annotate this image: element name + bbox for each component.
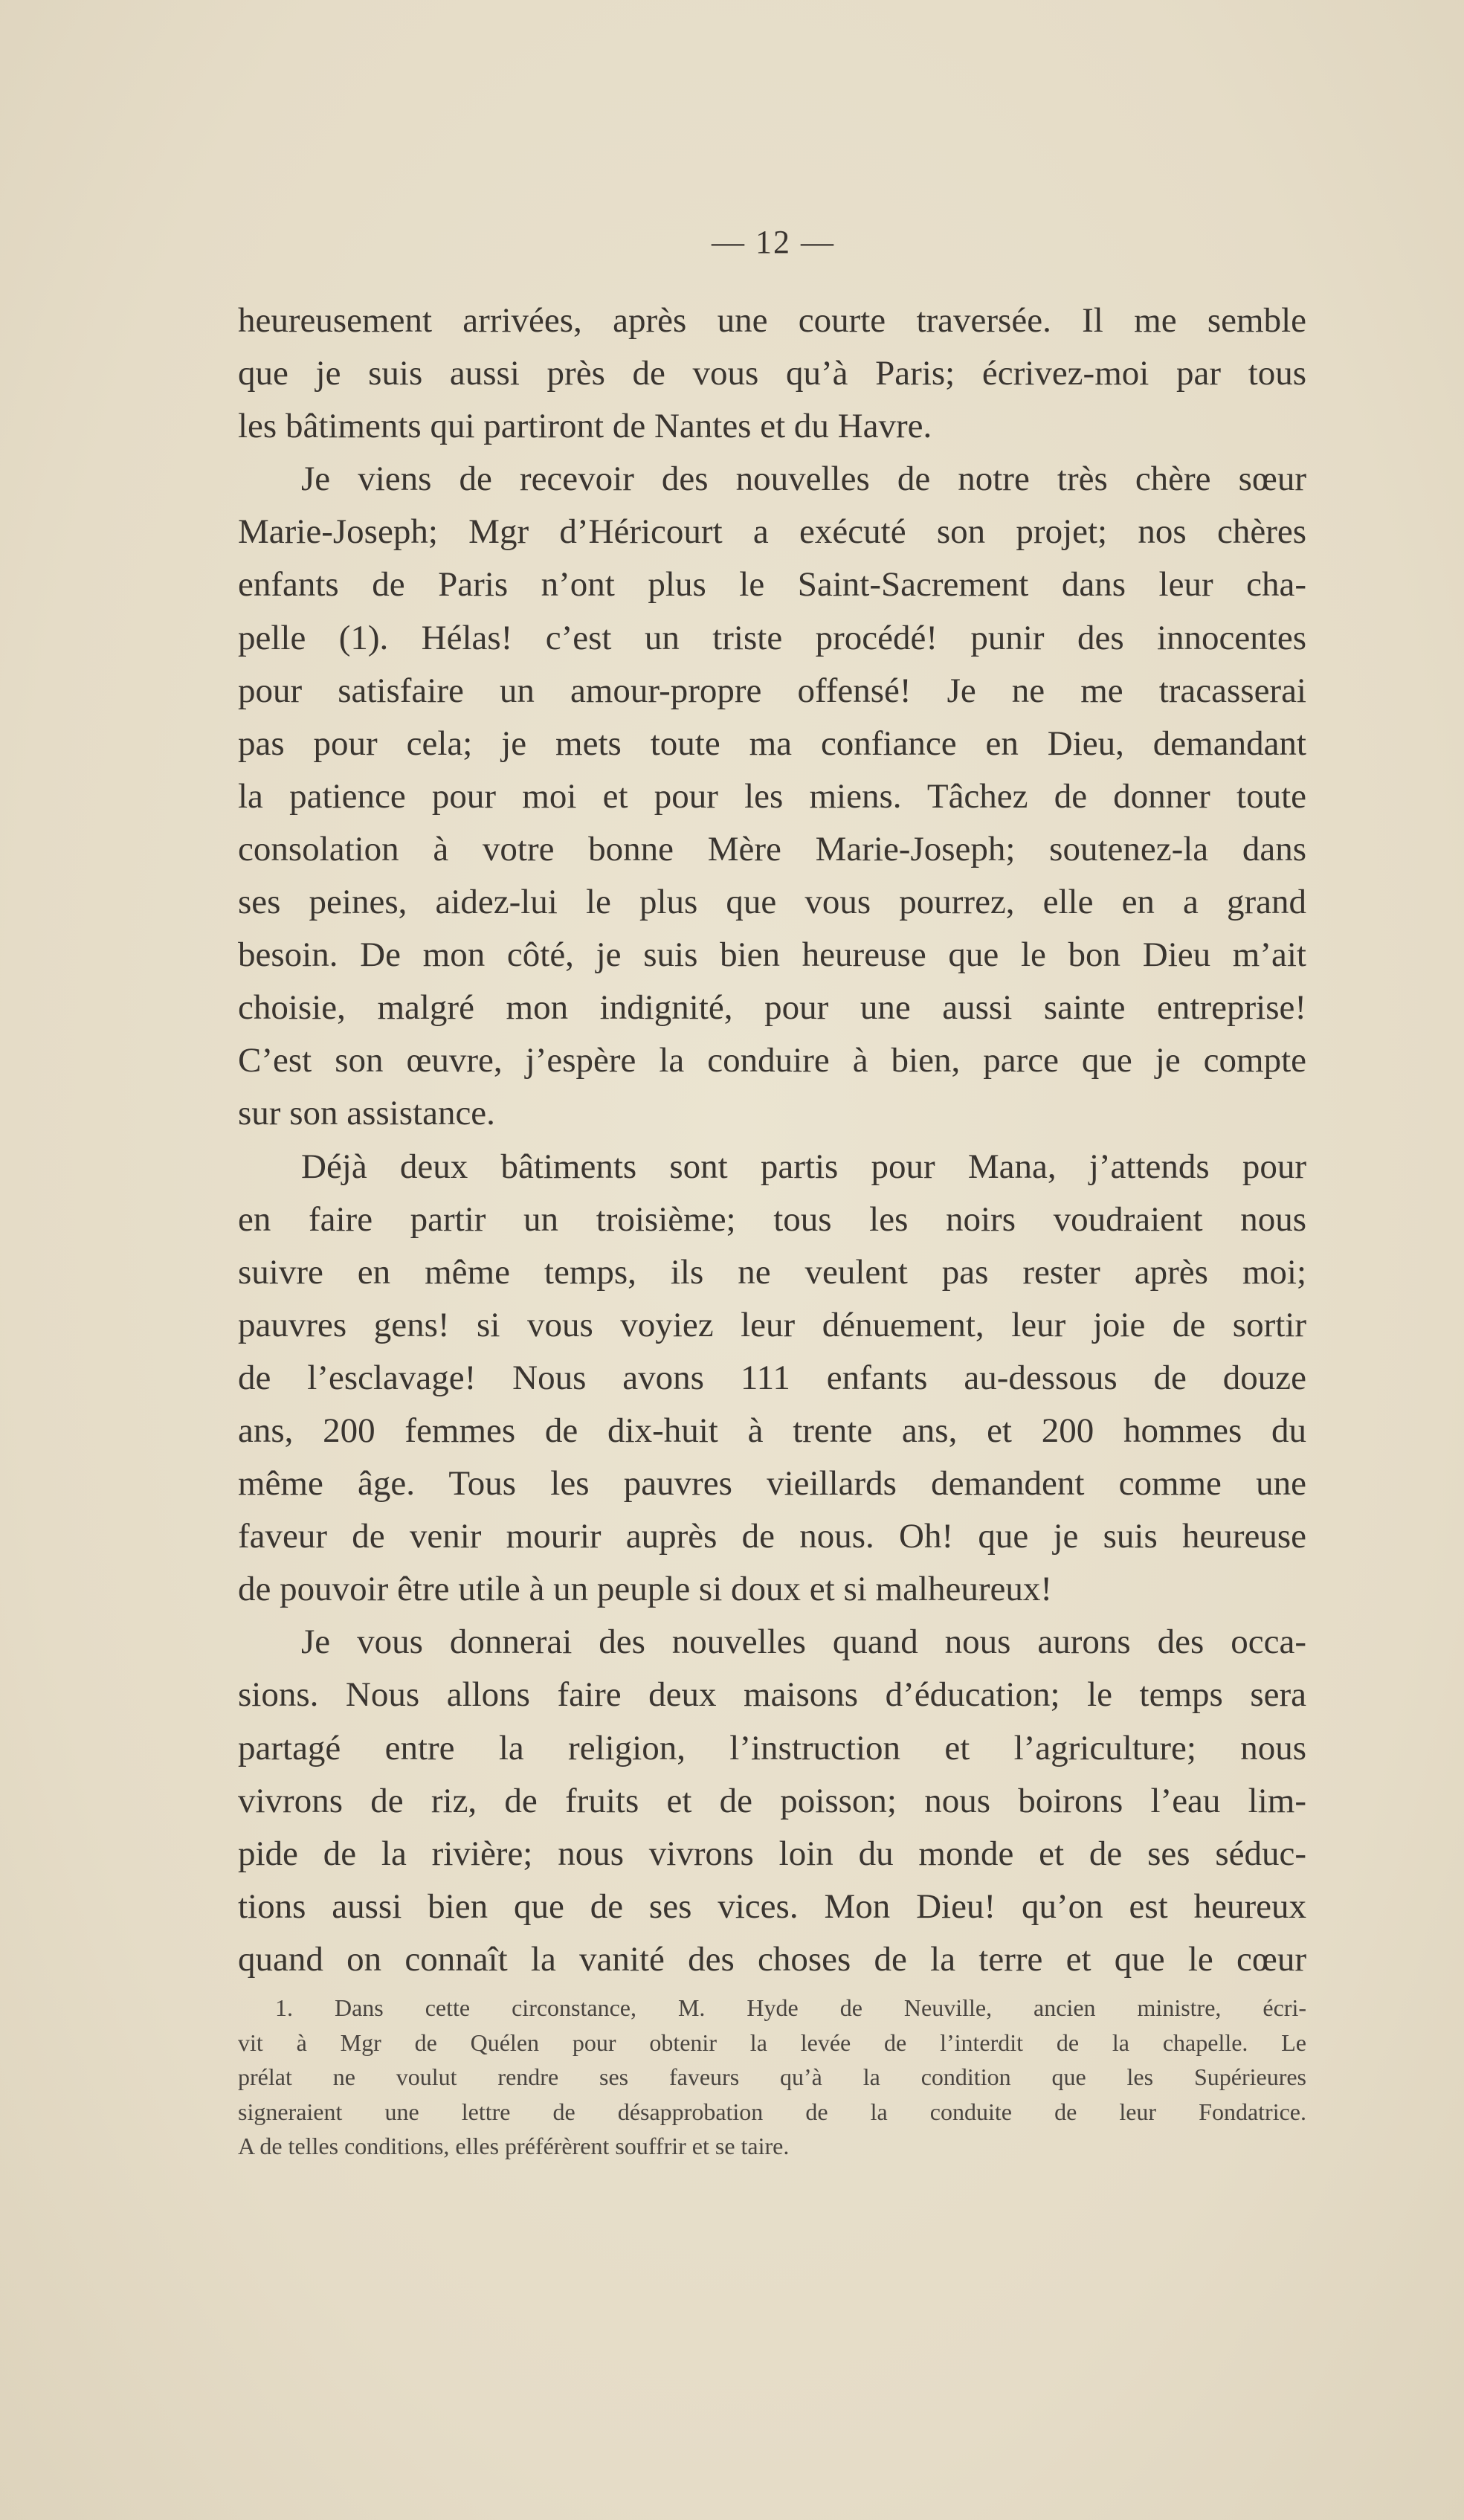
text-line: partagé entre la religion, l’instruction et l’agriculture; nous: [238, 1728, 1306, 1767]
text-line: faveur de venir mourir auprès de nous. Oh! que je suis heureuse: [238, 1517, 1306, 1556]
text-line: sur son assistance.: [238, 1094, 495, 1133]
text-line: pelle (1). Hélas! c’est un triste procédé! punir des innocentes: [238, 618, 1306, 657]
footnote-line: A de telles conditions, elles préférèrent souffrir et se taire.: [238, 2133, 790, 2159]
footnote-line: 1. Dans cette circonstance, M. Hyde de Neuville, ancien ministre, écri-: [275, 1994, 1306, 2021]
text-line: la patience pour moi et pour les miens. Tâchez de donner toute: [238, 776, 1306, 816]
text-line: enfants de Paris n’ont plus le Saint-Sacrement dans leur cha-: [238, 565, 1306, 605]
text-line: pas pour cela; je mets toute ma confiance en Dieu, demandant: [238, 724, 1306, 763]
text-line: heureusement arrivées, après une courte traversée. Il me semble: [238, 301, 1306, 340]
text-line: pour satisfaire un amour-propre offensé! Je ne me tracasserai: [238, 671, 1306, 710]
text-line: sions. Nous allons faire deux maisons d’éducation; le temps sera: [238, 1675, 1306, 1715]
footnote-line: signeraient une lettre de désapprobation de la conduite de leur Fondatrice.: [238, 2098, 1306, 2125]
footnotes: [238, 1991, 1306, 2164]
text-line: suivre en même temps, ils ne veulent pas rester après moi;: [238, 1252, 1306, 1292]
text-line: ans, 200 femmes de dix-huit à trente ans, et 200 hommes du: [238, 1411, 1306, 1450]
footnote-line: prélat ne voulut rendre ses faveurs qu’à la condition que les Supérieures: [238, 2063, 1306, 2090]
text-line: même âge. Tous les pauvres vieillards demandent comme une: [238, 1464, 1306, 1504]
text-line: C’est son œuvre, j’espère la conduire à bien, parce que je compte: [238, 1041, 1306, 1080]
text-line: pauvres gens! si vous voyiez leur dénuement, leur joie de sortir: [238, 1305, 1306, 1344]
text-line: consolation à votre bonne Mère Marie-Joseph; soutenez-la dans: [238, 829, 1306, 869]
text-line: quand on connaît la vanité des choses de la terre et que le cœur: [238, 1939, 1306, 1979]
footnote-line: vit à Mgr de Quélen pour obtenir la levée de l’interdit de la chapelle. Le: [238, 2028, 1306, 2056]
text-line: Marie-Joseph; Mgr d’Héricourt a exécuté son projet; nos chères: [238, 512, 1306, 552]
body-text: [238, 294, 1306, 1986]
text-line: besoin. De mon côté, je suis bien heureuse que le bon Dieu m’ait: [238, 935, 1306, 975]
page-number: — 12 —: [712, 224, 835, 260]
text-line: de pouvoir être utile à un peuple si doux et si malheureux!: [238, 1570, 1053, 1609]
text-line: pide de la rivière; nous vivrons loin du monde et de ses séduc-: [238, 1834, 1306, 1873]
text-line: choisie, malgré mon indignité, pour une aussi sainte entreprise!: [238, 988, 1306, 1028]
text-line: Je vous donnerai des nouvelles quand nous aurons des occa-: [301, 1622, 1306, 1662]
text-line: les bâtiments qui partiront de Nantes et du Havre.: [238, 407, 932, 446]
text-line: vivrons de riz, de fruits et de poisson; nous boirons l’eau lim-: [238, 1781, 1306, 1820]
text-line: en faire partir un troisième; tous les noirs voudraient nous: [238, 1199, 1306, 1239]
text-line: Déjà deux bâtiments sont partis pour Mana, j’attends pour: [301, 1147, 1306, 1186]
text-line: que je suis aussi près de vous qu’à Paris; écrivez-moi par tous: [238, 354, 1306, 393]
text-line: tions aussi bien que de ses vices. Mon Dieu! qu’on est heureux: [238, 1886, 1306, 1926]
text-line: Je viens de recevoir des nouvelles de notre très chère sœur: [301, 460, 1306, 499]
text-line: ses peines, aidez-lui le plus que vous pourrez, elle en a grand: [238, 883, 1306, 922]
text-line: de l’esclavage! Nous avons 111 enfants au-dessous de douze: [238, 1358, 1306, 1397]
